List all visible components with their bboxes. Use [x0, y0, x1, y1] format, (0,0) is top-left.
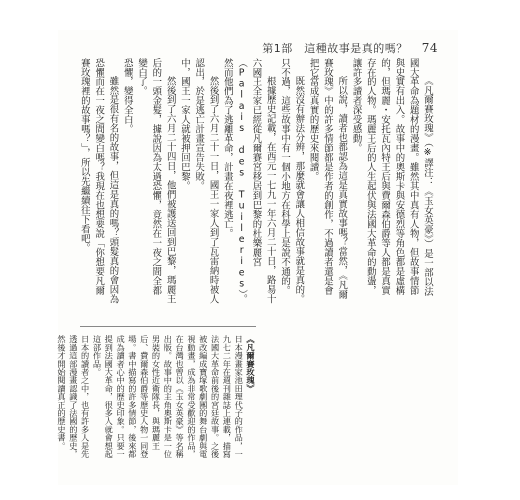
running-header	[262, 40, 438, 56]
footnote-body: 日本漫畫家池田理代子的作品，一九七二年在週刊雜誌上連載，描寫法國大革命前後的宮廷故事。之後被改編成寶塚歌劇團的舞台劇與電視動畫，成為非常受歡迎的作品，在台灣也曾以《玉女英豪》等名稱出版。故事中的主角奧斯卡是一位男裝的女性近衛隊長，與瑪麗王后、費爾森伯爵等歷史人物一同登場。書中描寫的許多情節，後來都成為讀者心中的歷史印象。只要一提到法國大革命，很多人就會想起這部作品。	[92, 335, 245, 458]
paragraph: 既然沒有辦法分辨，那麼就會讓人相信故事就是真的。只不過，這些故事中有一個小地方在科學上是說不通的。	[279, 58, 305, 304]
page-number: 74	[421, 41, 438, 55]
paragraph: 所以說，讀者也都認為這是真實故事嗎？當然，《凡爾賽玫瑰》中的許多情節都是作者的創作，不過讀者還是會把它當成真實的歷史來閱讀。	[307, 58, 348, 299]
footnote-text	[57, 335, 256, 463]
paragraph: 恐懼，變得全白。	[121, 58, 133, 134]
body-text	[78, 58, 434, 304]
footnote-title: 《凡爾賽玫瑰》	[246, 335, 256, 393]
paragraph: 《凡爾賽玫瑰》（※譯注：《玉女英豪》）是一部以法國大革命為題材的漫畫。雖然其中真有人物，但故事情節與史實有出入。故事中的奧斯卡與安德烈等角色都是虛構的，但瑪麗・安托瓦內特王后與費爾森伯爵等人都是真實存在的人物。瑪麗王后的人生起伏與法國大革命的動盪，讓許多讀者深受感動。	[350, 58, 433, 296]
paragraph: 雖然是很有名的故事，但這是真的嗎？頭髮真的會因為恐懼而在一夜之間變白嗎？我現在也想要說「你想要凡爾賽玫瑰裡的故事嗎？」，所以先繼續往下看吧。	[78, 58, 119, 304]
paragraph: 然後到了六月二十一日，國王一家人到了瓦雷納時被人認出，於是逃亡計畫宣告失敗。	[193, 58, 219, 304]
section-title: 第1部 這種故事是真的嗎？	[262, 42, 408, 55]
paragraph: 然後到了六月二十四日，他們被護送回到巴黎，瑪麗王后的一頭金髮，據說因為太過恐懼，竟然在一夜之間全都變白了。	[136, 58, 176, 304]
footnote-extra: 日本的讀者之中，也有許多人是先透過這部漫畫認識了法國的歷史，然後才開始閱讀真正的歷史書。	[57, 335, 91, 458]
book-page	[58, 30, 458, 485]
footnote-area	[57, 326, 256, 467]
paragraph: 根據歷史記載，在西元一七九一年六月二十日，路易十六國王全家已經從凡爾賽宮移居到巴黎的杜樂麗宮（Palais des Tuileries）。然而他們為了逃離革命，計畫在夜裡逃亡。	[221, 58, 276, 304]
paragraph: 中，國王一家人就被押回巴黎。	[178, 58, 190, 191]
